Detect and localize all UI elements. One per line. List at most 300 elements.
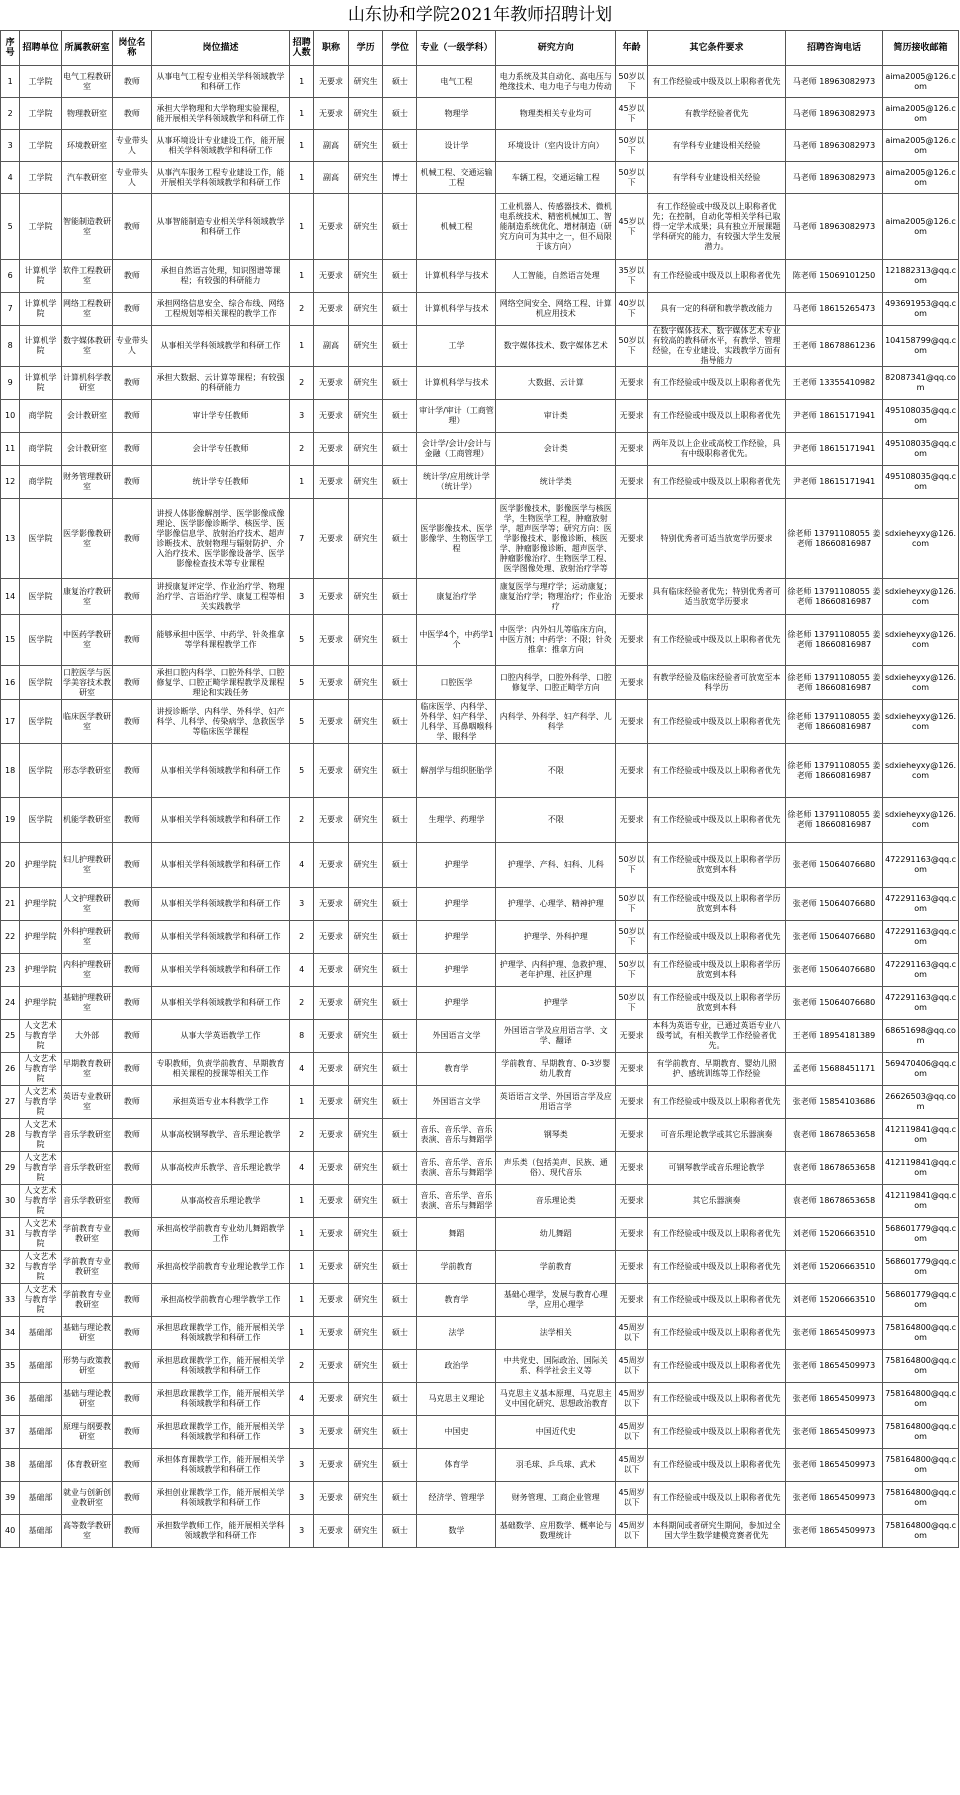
- cell-degree: 硕士: [383, 579, 417, 615]
- cell-position: 教师: [113, 615, 151, 666]
- cell-research: 学前教育: [496, 1251, 616, 1284]
- cell-degree: 硕士: [383, 987, 417, 1020]
- cell-age: 无要求: [616, 1053, 648, 1086]
- cell-phone: 徐老师 13791108055 姜老师 18660816987: [785, 744, 882, 798]
- cell-age: 40岁以下: [616, 293, 648, 326]
- cell-major: 口腔医学: [417, 666, 496, 700]
- cell-degree: 硕士: [383, 1350, 417, 1383]
- cell-requirements: 有工作经验或中级及以上职称者优先: [648, 1218, 786, 1251]
- cell-major: 音乐、音乐学、音乐表演、音乐与舞蹈学: [417, 1119, 496, 1152]
- cell-age: 无要求: [616, 1086, 648, 1119]
- cell-education: 研究生: [349, 293, 383, 326]
- cell-position: 专业带头人: [113, 326, 151, 367]
- cell-title: 无要求: [313, 400, 348, 433]
- cell-major: 舞蹈: [417, 1218, 496, 1251]
- cell-unit: 基础部: [20, 1350, 62, 1383]
- cell-position: 教师: [113, 260, 151, 293]
- cell-title: 无要求: [313, 1449, 348, 1482]
- cell-requirements: 有工作经验或中级及以上职称者优先: [648, 700, 786, 744]
- cell-unit: 计算机学院: [20, 367, 62, 400]
- cell-description: 承担口腔内科学、口腔外科学、口腔修复学、口腔正畸学课程教学及课程理论和实践任务: [151, 666, 290, 700]
- cell-requirements: 特别优秀者可适当放宽学历要求: [648, 499, 786, 579]
- cell-phone: 王老师 13355410982: [785, 367, 882, 400]
- cell-major: 临床医学、内科学、外科学、妇产科学、儿科学、耳鼻咽喉科学、眼科学: [417, 700, 496, 744]
- cell-age: 45周岁以下: [616, 1317, 648, 1350]
- cell-age: 45岁以下: [616, 98, 648, 130]
- cell-education: 研究生: [349, 1515, 383, 1548]
- cell-office: 大外部: [61, 1020, 112, 1053]
- cell-description: 讲授康复评定学、作业治疗学、物理治疗学、言语治疗学、康复工程等相关实践教学: [151, 579, 290, 615]
- table-row: [1, 1284, 959, 1317]
- table-row: [1, 1350, 959, 1383]
- table-row: [1, 293, 959, 326]
- cell-title: 无要求: [313, 1185, 348, 1218]
- cell-email: 568601779@qq.com: [883, 1251, 959, 1284]
- cell-education: 研究生: [349, 1119, 383, 1152]
- table-row: [1, 744, 959, 798]
- cell-description: 承担创业课教学工作，能开展相关学科领域教学和科研工作: [151, 1482, 290, 1515]
- header-office: 所属教研室: [61, 31, 112, 66]
- cell-position: 教师: [113, 888, 151, 921]
- cell-education: 研究生: [349, 433, 383, 466]
- cell-office: 基础与理论教研室: [61, 1383, 112, 1416]
- cell-unit: 医学院: [20, 700, 62, 744]
- cell-phone: 徐老师 13791108055 姜老师 18660816987: [785, 615, 882, 666]
- cell-major: 机械工程、交通运输工程: [417, 162, 496, 194]
- cell-major: 机械工程: [417, 194, 496, 260]
- cell-education: 研究生: [349, 1020, 383, 1053]
- header-email: 简历接收邮箱: [883, 31, 959, 66]
- cell-research: 学前教育、早期教育、0-3岁婴幼儿教育: [496, 1053, 616, 1086]
- cell-requirements: 可钢琴教学或音乐理论教学: [648, 1152, 786, 1185]
- cell-unit: 人文艺术与教育学院: [20, 1284, 62, 1317]
- cell-phone: 张老师 15064076680: [785, 987, 882, 1020]
- cell-position: 教师: [113, 1416, 151, 1449]
- cell-office: 基础与理论教研室: [61, 1317, 112, 1350]
- cell-age: 50岁以下: [616, 130, 648, 162]
- cell-education: 研究生: [349, 1317, 383, 1350]
- cell-age: 无要求: [616, 1020, 648, 1053]
- table-row: [1, 1152, 959, 1185]
- cell-requirements: 有工作经验或中级及以上职称者优先；在控制，自动化等相关学科已取得一定学术成果；具有独立开展课题学科研究的能力，有较强大学生发展潜力。: [648, 194, 786, 260]
- cell-research: 基础心理学，发展与教育心理学，应用心理学: [496, 1284, 616, 1317]
- cell-description: 从事相关学科领域教学和科研工作: [151, 843, 290, 888]
- cell-major: 审计学/审计（工商管理）: [417, 400, 496, 433]
- table-row: [1, 1416, 959, 1449]
- cell-requirements: 有学科专业建设相关经验: [648, 162, 786, 194]
- cell-education: 研究生: [349, 466, 383, 499]
- cell-title: 无要求: [313, 499, 348, 579]
- cell-research: 马克思主义基本原理、马克思主义中国化研究、思想政治教育: [496, 1383, 616, 1416]
- cell-education: 研究生: [349, 843, 383, 888]
- header-unit: 招聘单位: [20, 31, 62, 66]
- cell-index: 13: [1, 499, 20, 579]
- cell-title: 无要求: [313, 615, 348, 666]
- cell-education: 研究生: [349, 1218, 383, 1251]
- cell-age: 无要求: [616, 1119, 648, 1152]
- cell-office: 会计教研室: [61, 400, 112, 433]
- cell-title: 无要求: [313, 954, 348, 987]
- cell-title: 无要求: [313, 666, 348, 700]
- cell-description: 从事大学英语教学工作: [151, 1020, 290, 1053]
- cell-description: 承担大数据、云计算等课程；有较强的科研能力: [151, 367, 290, 400]
- cell-headcount: 1: [290, 260, 313, 293]
- cell-title: 无要求: [313, 1053, 348, 1086]
- cell-education: 研究生: [349, 162, 383, 194]
- cell-major: 护理学: [417, 888, 496, 921]
- cell-email: 472291163@qq.com: [883, 954, 959, 987]
- cell-headcount: 2: [290, 921, 313, 954]
- cell-unit: 工学院: [20, 162, 62, 194]
- cell-office: 音乐学教研室: [61, 1152, 112, 1185]
- cell-description: 审计学专任教师: [151, 400, 290, 433]
- cell-major: 护理学: [417, 921, 496, 954]
- cell-requirements: 有工作经验或中级及以上职称者优先: [648, 615, 786, 666]
- cell-index: 36: [1, 1383, 20, 1416]
- cell-unit: 护理学院: [20, 921, 62, 954]
- cell-education: 研究生: [349, 1251, 383, 1284]
- cell-title: 无要求: [313, 1515, 348, 1548]
- table-row: [1, 98, 959, 130]
- cell-email: aima2005@126.com: [883, 66, 959, 98]
- cell-headcount: 1: [290, 326, 313, 367]
- cell-degree: 硕士: [383, 1317, 417, 1350]
- table-row: [1, 615, 959, 666]
- cell-description: 承担思政课教学工作，能开展相关学科领域教学和科研工作: [151, 1350, 290, 1383]
- cell-requirements: 有工作经验或中级及以上职称者优先: [648, 744, 786, 798]
- cell-research: 基础数学、应用数学、概率论与数理统计: [496, 1515, 616, 1548]
- cell-degree: 硕士: [383, 1251, 417, 1284]
- cell-index: 27: [1, 1086, 20, 1119]
- cell-office: 电气工程教研室: [61, 66, 112, 98]
- cell-index: 32: [1, 1251, 20, 1284]
- table-row: [1, 367, 959, 400]
- header-age: 年龄: [616, 31, 648, 66]
- cell-position: 教师: [113, 954, 151, 987]
- cell-unit: 商学院: [20, 400, 62, 433]
- cell-degree: 硕士: [383, 1515, 417, 1548]
- cell-position: 教师: [113, 98, 151, 130]
- cell-requirements: 有工作经验或中级及以上职称者优先: [648, 798, 786, 843]
- cell-phone: 尹老师 18615171941: [785, 433, 882, 466]
- cell-title: 无要求: [313, 1251, 348, 1284]
- cell-phone: 徐老师 13791108055 姜老师 18660816987: [785, 798, 882, 843]
- cell-requirements: 其它乐器演奏: [648, 1185, 786, 1218]
- cell-email: 758164800@qq.com: [883, 1449, 959, 1482]
- cell-index: 23: [1, 954, 20, 987]
- cell-major: 数学: [417, 1515, 496, 1548]
- table-row: [1, 843, 959, 888]
- cell-headcount: 4: [290, 843, 313, 888]
- cell-index: 16: [1, 666, 20, 700]
- cell-unit: 人文艺术与教育学院: [20, 1053, 62, 1086]
- cell-title: 无要求: [313, 1119, 348, 1152]
- cell-title: 副高: [313, 326, 348, 367]
- table-row: [1, 1218, 959, 1251]
- cell-research: 口腔内科学，口腔外科学、口腔修复学、口腔正畸学方向: [496, 666, 616, 700]
- cell-research: 护理学、内科护理、急救护理、老年护理、社区护理: [496, 954, 616, 987]
- cell-research: 幼儿舞蹈: [496, 1218, 616, 1251]
- cell-email: sdxieheyxy@126.com: [883, 744, 959, 798]
- cell-phone: 马老师 18615265473: [785, 293, 882, 326]
- cell-position: 教师: [113, 1053, 151, 1086]
- cell-title: 无要求: [313, 98, 348, 130]
- cell-office: 会计教研室: [61, 433, 112, 466]
- cell-unit: 基础部: [20, 1383, 62, 1416]
- cell-degree: 硕士: [383, 954, 417, 987]
- cell-title: 无要求: [313, 1218, 348, 1251]
- cell-index: 26: [1, 1053, 20, 1086]
- table-row: [1, 130, 959, 162]
- cell-education: 研究生: [349, 744, 383, 798]
- cell-index: 25: [1, 1020, 20, 1053]
- cell-email: 758164800@qq.com: [883, 1383, 959, 1416]
- cell-phone: 张老师 18654509973: [785, 1350, 882, 1383]
- cell-education: 研究生: [349, 666, 383, 700]
- cell-degree: 硕士: [383, 130, 417, 162]
- cell-major: 康复治疗学: [417, 579, 496, 615]
- cell-position: 教师: [113, 1284, 151, 1317]
- cell-age: 50岁以下: [616, 843, 648, 888]
- cell-office: 网络工程教研室: [61, 293, 112, 326]
- cell-major: 设计学: [417, 130, 496, 162]
- cell-position: 教师: [113, 1218, 151, 1251]
- cell-education: 研究生: [349, 888, 383, 921]
- cell-requirements: 有工作经验或中级及以上职称者优先: [648, 921, 786, 954]
- cell-education: 研究生: [349, 1350, 383, 1383]
- cell-office: 形势与政策教研室: [61, 1350, 112, 1383]
- cell-description: 承担大学物理和大学物理实验课程，能开展相关学科领域教学和科研工作: [151, 98, 290, 130]
- cell-headcount: 2: [290, 1119, 313, 1152]
- cell-headcount: 1: [290, 1218, 313, 1251]
- cell-email: 493691953@qq.com: [883, 293, 959, 326]
- table-row: [1, 499, 959, 579]
- cell-index: 20: [1, 843, 20, 888]
- header-index: 序号: [1, 31, 20, 66]
- cell-requirements: 具有一定的科研和教学教改能力: [648, 293, 786, 326]
- cell-unit: 基础部: [20, 1482, 62, 1515]
- cell-requirements: 有工作经验或中级及以上职称者优先: [648, 1449, 786, 1482]
- cell-headcount: 2: [290, 798, 313, 843]
- cell-unit: 护理学院: [20, 987, 62, 1020]
- cell-age: 无要求: [616, 1218, 648, 1251]
- cell-education: 研究生: [349, 1449, 383, 1482]
- cell-email: aima2005@126.com: [883, 162, 959, 194]
- cell-headcount: 4: [290, 1053, 313, 1086]
- cell-degree: 硕士: [383, 66, 417, 98]
- cell-requirements: 有学前教育、早期教育、婴幼儿照护、感统训练等工作经验: [648, 1053, 786, 1086]
- cell-description: 讲授人体影像解剖学、医学影像成像理论、医学影像诊断学、核医学、医学影像信息学、放射治疗技术、超声诊断技术、放射物理与辐射防护、介入治疗技术、医学影像设备学、医学影像检查技术等专业课程: [151, 499, 290, 579]
- table-row: [1, 1251, 959, 1284]
- cell-position: 教师: [113, 843, 151, 888]
- cell-education: 研究生: [349, 1086, 383, 1119]
- cell-research: 统计学类: [496, 466, 616, 499]
- cell-description: 从事相关学科领域教学和科研工作: [151, 921, 290, 954]
- cell-degree: 硕士: [383, 194, 417, 260]
- cell-office: 环境教研室: [61, 130, 112, 162]
- cell-office: 外科护理教研室: [61, 921, 112, 954]
- cell-phone: 张老师 18654509973: [785, 1383, 882, 1416]
- cell-major: 中医学4个，中药学1个: [417, 615, 496, 666]
- cell-email: sdxieheyxy@126.com: [883, 579, 959, 615]
- cell-title: 无要求: [313, 744, 348, 798]
- cell-phone: 张老师 18654509973: [785, 1515, 882, 1548]
- cell-research: 会计类: [496, 433, 616, 466]
- cell-index: 8: [1, 326, 20, 367]
- cell-index: 9: [1, 367, 20, 400]
- cell-index: 31: [1, 1218, 20, 1251]
- cell-title: 无要求: [313, 1152, 348, 1185]
- cell-unit: 医学院: [20, 798, 62, 843]
- cell-headcount: 1: [290, 1317, 313, 1350]
- cell-email: 472291163@qq.com: [883, 921, 959, 954]
- cell-requirements: 有工作经验或中级及以上职称者学历放宽到本科: [648, 987, 786, 1020]
- cell-position: 教师: [113, 1350, 151, 1383]
- cell-degree: 硕士: [383, 1152, 417, 1185]
- cell-research: 英语语言文学、外国语言学及应用语言学: [496, 1086, 616, 1119]
- cell-position: 教师: [113, 194, 151, 260]
- cell-description: 从事环境设计专业建设工作，能开展相关学科领域教学和科研工作: [151, 130, 290, 162]
- cell-phone: 徐老师 13791108055 姜老师 18660816987: [785, 579, 882, 615]
- cell-headcount: 1: [290, 1185, 313, 1218]
- cell-position: 教师: [113, 499, 151, 579]
- cell-title: 无要求: [313, 843, 348, 888]
- cell-research: 物理类相关专业均可: [496, 98, 616, 130]
- cell-position: 教师: [113, 367, 151, 400]
- table-row: [1, 954, 959, 987]
- cell-major: 解剖学与组织胚胎学: [417, 744, 496, 798]
- cell-requirements: 有工作经验或中级及以上职称者优先: [648, 66, 786, 98]
- cell-index: 40: [1, 1515, 20, 1548]
- cell-degree: 硕士: [383, 1086, 417, 1119]
- cell-research: 审计类: [496, 400, 616, 433]
- cell-requirements: 有工作经验或中级及以上职称者优先: [648, 1416, 786, 1449]
- cell-education: 研究生: [349, 921, 383, 954]
- cell-position: 教师: [113, 666, 151, 700]
- cell-requirements: 具有临床经验者优先；特别优秀者可适当放宽学历要求: [648, 579, 786, 615]
- cell-degree: 硕士: [383, 700, 417, 744]
- cell-phone: 尹老师 18615171941: [785, 466, 882, 499]
- cell-index: 5: [1, 194, 20, 260]
- table-row: [1, 66, 959, 98]
- cell-title: 无要求: [313, 367, 348, 400]
- cell-unit: 医学院: [20, 666, 62, 700]
- table-row: [1, 1053, 959, 1086]
- cell-position: 教师: [113, 1317, 151, 1350]
- cell-major: 中国史: [417, 1416, 496, 1449]
- cell-title: 无要求: [313, 700, 348, 744]
- cell-office: 汽车教研室: [61, 162, 112, 194]
- cell-index: 34: [1, 1317, 20, 1350]
- cell-research: 医学影像技术，影像医学与核医学，生物医学工程，肿瘤放射学，超声医学等；研究方向：医学影像技术、影像诊断、核医学、肿瘤影像诊断、超声医学、肿瘤影像治疗、生物医学工程、医学图像处理、放射治疗学等: [496, 499, 616, 579]
- cell-title: 无要求: [313, 579, 348, 615]
- cell-phone: 王老师 18678861236: [785, 326, 882, 367]
- cell-title: 无要求: [313, 194, 348, 260]
- cell-age: 50岁以下: [616, 954, 648, 987]
- cell-age: 50岁以下: [616, 66, 648, 98]
- cell-research: 数字媒体技术、数字媒体艺术: [496, 326, 616, 367]
- cell-position: 教师: [113, 987, 151, 1020]
- table-row: [1, 1119, 959, 1152]
- cell-email: 412119841@qq.com: [883, 1152, 959, 1185]
- cell-research: 中国近代史: [496, 1416, 616, 1449]
- cell-position: 教师: [113, 1119, 151, 1152]
- cell-title: 无要求: [313, 888, 348, 921]
- cell-phone: 马老师 18963082973: [785, 162, 882, 194]
- cell-age: 50岁以下: [616, 921, 648, 954]
- cell-age: 无要求: [616, 1185, 648, 1218]
- cell-title: 无要求: [313, 1383, 348, 1416]
- cell-major: 会计学/会计/会计与金融（工商管理）: [417, 433, 496, 466]
- table-row: [1, 921, 959, 954]
- cell-unit: 基础部: [20, 1449, 62, 1482]
- cell-office: 中医药学教研室: [61, 615, 112, 666]
- cell-degree: 硕士: [383, 1020, 417, 1053]
- cell-index: 37: [1, 1416, 20, 1449]
- header-degree: 学位: [383, 31, 417, 66]
- cell-office: 软件工程教研室: [61, 260, 112, 293]
- cell-index: 14: [1, 579, 20, 615]
- cell-education: 研究生: [349, 1185, 383, 1218]
- cell-research: 工业机器人、传感器技术、微机电系统技术、精密机械加工、智能制造系统优化、增材制造（研究方向可为其中之一，但不局限于该方向）: [496, 194, 616, 260]
- cell-email: aima2005@126.com: [883, 130, 959, 162]
- cell-phone: 刘老师 15206663510: [785, 1251, 882, 1284]
- cell-major: 计算机科学与技术: [417, 367, 496, 400]
- cell-major: 电气工程: [417, 66, 496, 98]
- cell-position: 教师: [113, 1482, 151, 1515]
- cell-research: 钢琴类: [496, 1119, 616, 1152]
- cell-education: 研究生: [349, 1383, 383, 1416]
- header-title: 职称: [313, 31, 348, 66]
- cell-title: 无要求: [313, 466, 348, 499]
- cell-description: 承担数学教师工作，能开展相关学科领域教学和科研工作: [151, 1515, 290, 1548]
- cell-requirements: 有工作经验或中级及以上职称者学历放宽到本科: [648, 954, 786, 987]
- cell-description: 能够承担中医学、中药学、针灸推拿等学科课程教学工作: [151, 615, 290, 666]
- cell-requirements: 可音乐理论教学或其它乐器演奏: [648, 1119, 786, 1152]
- cell-age: 无要求: [616, 1251, 648, 1284]
- cell-phone: 徐老师 13791108055 姜老师 18660816987: [785, 700, 882, 744]
- cell-description: 承担自然语言处理，知识图谱等课程；有较强的科研能力: [151, 260, 290, 293]
- cell-index: 2: [1, 98, 20, 130]
- table-row: [1, 162, 959, 194]
- table-row: [1, 1515, 959, 1548]
- cell-unit: 医学院: [20, 744, 62, 798]
- cell-unit: 医学院: [20, 579, 62, 615]
- cell-education: 研究生: [349, 130, 383, 162]
- cell-email: aima2005@126.com: [883, 98, 959, 130]
- cell-education: 研究生: [349, 326, 383, 367]
- cell-title: 无要求: [313, 1284, 348, 1317]
- cell-email: sdxieheyxy@126.com: [883, 615, 959, 666]
- cell-requirements: 有工作经验或中级及以上职称者优先: [648, 1251, 786, 1284]
- cell-email: 495108035@qq.com: [883, 433, 959, 466]
- cell-email: 412119841@qq.com: [883, 1119, 959, 1152]
- cell-degree: 硕士: [383, 1218, 417, 1251]
- cell-title: 无要求: [313, 66, 348, 98]
- cell-unit: 商学院: [20, 466, 62, 499]
- cell-office: 康复治疗教研室: [61, 579, 112, 615]
- cell-office: 音乐学教研室: [61, 1119, 112, 1152]
- cell-index: 33: [1, 1284, 20, 1317]
- cell-education: 研究生: [349, 1152, 383, 1185]
- cell-description: 承担高校学前教育心理学教学工作: [151, 1284, 290, 1317]
- cell-email: 758164800@qq.com: [883, 1515, 959, 1548]
- cell-description: 承担高校学前教育专业理论教学工作: [151, 1251, 290, 1284]
- cell-research: 羽毛球、乒乓球、武术: [496, 1449, 616, 1482]
- cell-email: sdxieheyxy@126.com: [883, 666, 959, 700]
- cell-unit: 工学院: [20, 66, 62, 98]
- cell-description: 从事高校音乐理论教学: [151, 1185, 290, 1218]
